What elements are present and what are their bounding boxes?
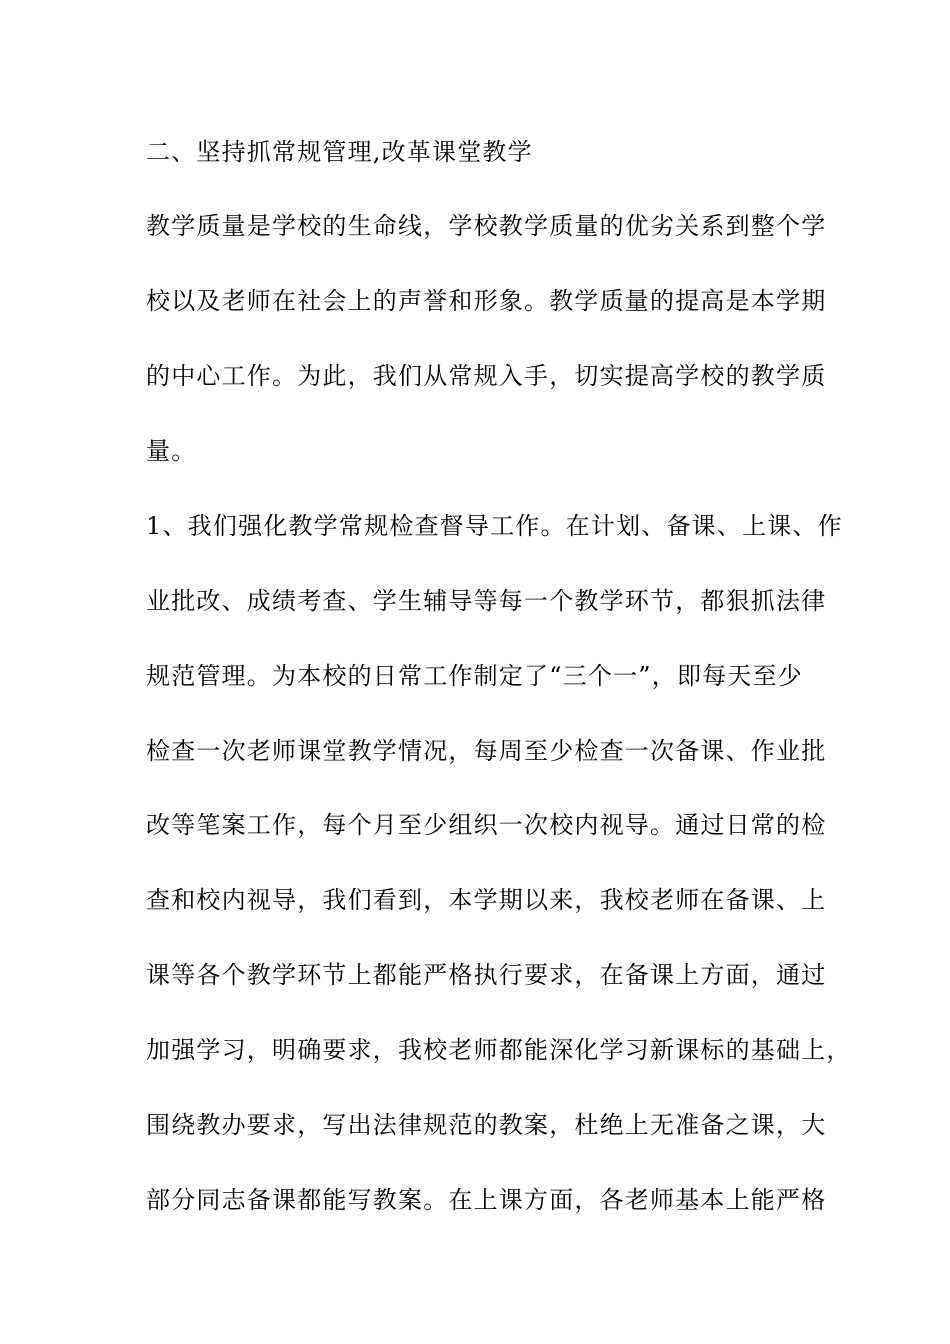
- paragraph-line: 业批改、成绩考查、学生辅导等每一个教学环节，都狠抓法律: [146, 587, 827, 615]
- paragraph-line: 量。: [146, 437, 197, 465]
- paragraph-line: 的中心工作。为此，我们从常规入手，切实提高学校的教学质: [146, 362, 827, 390]
- paragraph-line: 规范管理。为本校的日常工作制定了“三个一”，即每天至少: [146, 662, 803, 690]
- paragraph-line: 部分同志备课都能写教案。在上课方面，各老师基本上能严格: [146, 1186, 827, 1214]
- paragraph-line: 查和校内视导，我们看到，本学期以来，我校老师在备课、上: [146, 886, 827, 914]
- section-heading: 二、坚持抓常规管理,改革课堂教学: [146, 138, 533, 166]
- paragraph-line: 教学质量是学校的生命线，学校教学质量的优劣关系到整个学: [146, 212, 827, 240]
- paragraph-line: 课等各个教学环节上都能严格执行要求，在备课上方面，通过: [146, 961, 827, 989]
- paragraph-line: 改等笔案工作，每个月至少组织一次校内视导。通过日常的检: [146, 811, 827, 839]
- paragraph-line: 1、我们强化教学常规检查督导工作。在计划、备课、上课、作: [146, 512, 843, 540]
- paragraph-line: 检查一次老师课堂教学情况，每周至少检查一次备课、作业批: [146, 737, 827, 765]
- paragraph-line: 校以及老师在社会上的声誉和形象。教学质量的提高是本学期: [146, 287, 827, 315]
- paragraph-line: 加强学习，明确要求，我校老师都能深化学习新课标的基础上，: [146, 1036, 852, 1064]
- paragraph-line: 围绕教办要求，写出法律规范的教案，杜绝上无准备之课，大: [146, 1111, 827, 1139]
